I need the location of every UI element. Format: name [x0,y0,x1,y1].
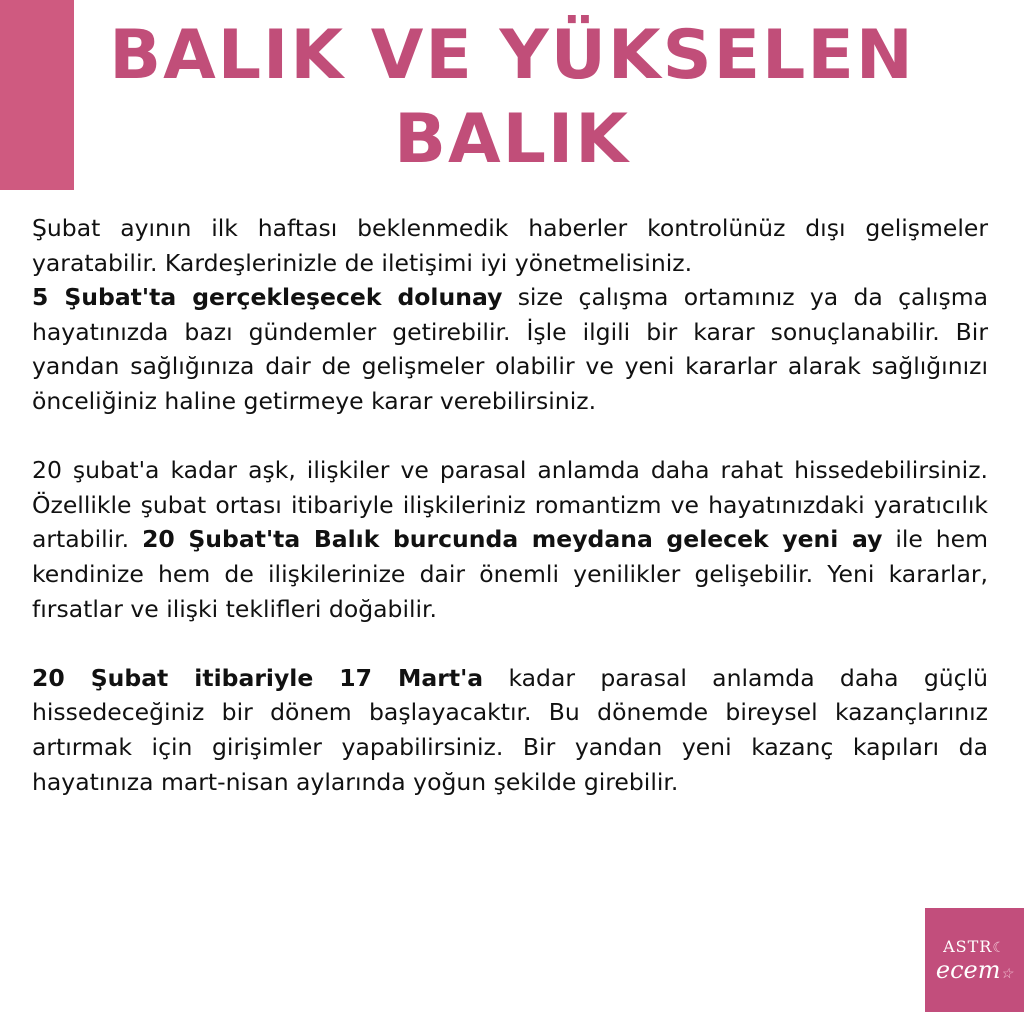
paragraph-4-highlight: 20 Şubat itibariyle 17 Mart'a [32,663,484,692]
paragraph-4-text: kadar parasal anlamda daha güçlü hissedeceğiniz bir dönem başlayacaktır. Bu dönemde bireysel kazançlarınız artırmak için girişimler yapabilirsiniz. Bir yandan yeni kazanç kapıları da hayatınıza mart-nisan aylarında yoğun şekilde girebilir. [32,663,988,796]
crescent-moon-icon: ☾ [992,940,1006,956]
star-icon: ☆ [1000,966,1014,982]
paragraph-3-highlight: 20 Şubat'ta Balık burcunda meydana gelecek yeni ay [142,525,883,554]
paragraph-1 [32,211,988,280]
page-title [0,14,1024,182]
paragraph-4 [32,661,988,799]
paragraph-1-text: Şubat ayının ilk haftası beklenmedik haberler kontrolünüz dışı gelişmeler yaratabilir. Kardeşlerinizle de iletişimi iyi yönetmelisiniz. [32,214,988,277]
horoscope-body [32,211,988,799]
logo-line-1 [925,938,1024,957]
paragraph-2-text: size çalışma ortamınız ya da çalışma hayatınızda bazı gündemler getirebilir. İşle ilgili bir karar sonuçlanabilir. Bir yandan sağlığınıza dair de gelişmeler olabilir ve yeni kararlar alarak sağlığınızı önceliğiniz haline getirmeye karar verebilirsiniz. [32,283,988,415]
paragraph-2 [32,280,988,418]
paragraph-2-highlight: 5 Şubat'ta gerçekleşecek dolunay [32,283,503,312]
logo-line-2 [925,957,1024,987]
title-line-2: BALIK [394,100,630,179]
logo-text-ecem: ecem [935,956,1001,984]
logo-text-astr: ASTR [943,937,993,956]
paragraph-gap [32,419,988,454]
paragraph-3 [32,453,988,626]
paragraph-3-text-a: 20 şubat'a kadar aşk, ilişkiler ve parasal anlamda daha rahat hissedebilirsiniz. Özellikle şubat ortası itibariyle ilişkileriniz romantizm ve hayatınızdaki yaratıcılık artabilir. [32,456,988,554]
title-line-1: BALIK VE YÜKSELEN [109,16,915,95]
paragraph-gap [32,626,988,661]
astro-ecem-logo [925,908,1024,1012]
paragraph-3-text-b: ile hem kendinize hem de ilişkilerinize dair önemli yenilikler gelişebilir. Yeni kararlar, fırsatlar ve ilişki teklifleri doğabilir. [32,525,988,623]
